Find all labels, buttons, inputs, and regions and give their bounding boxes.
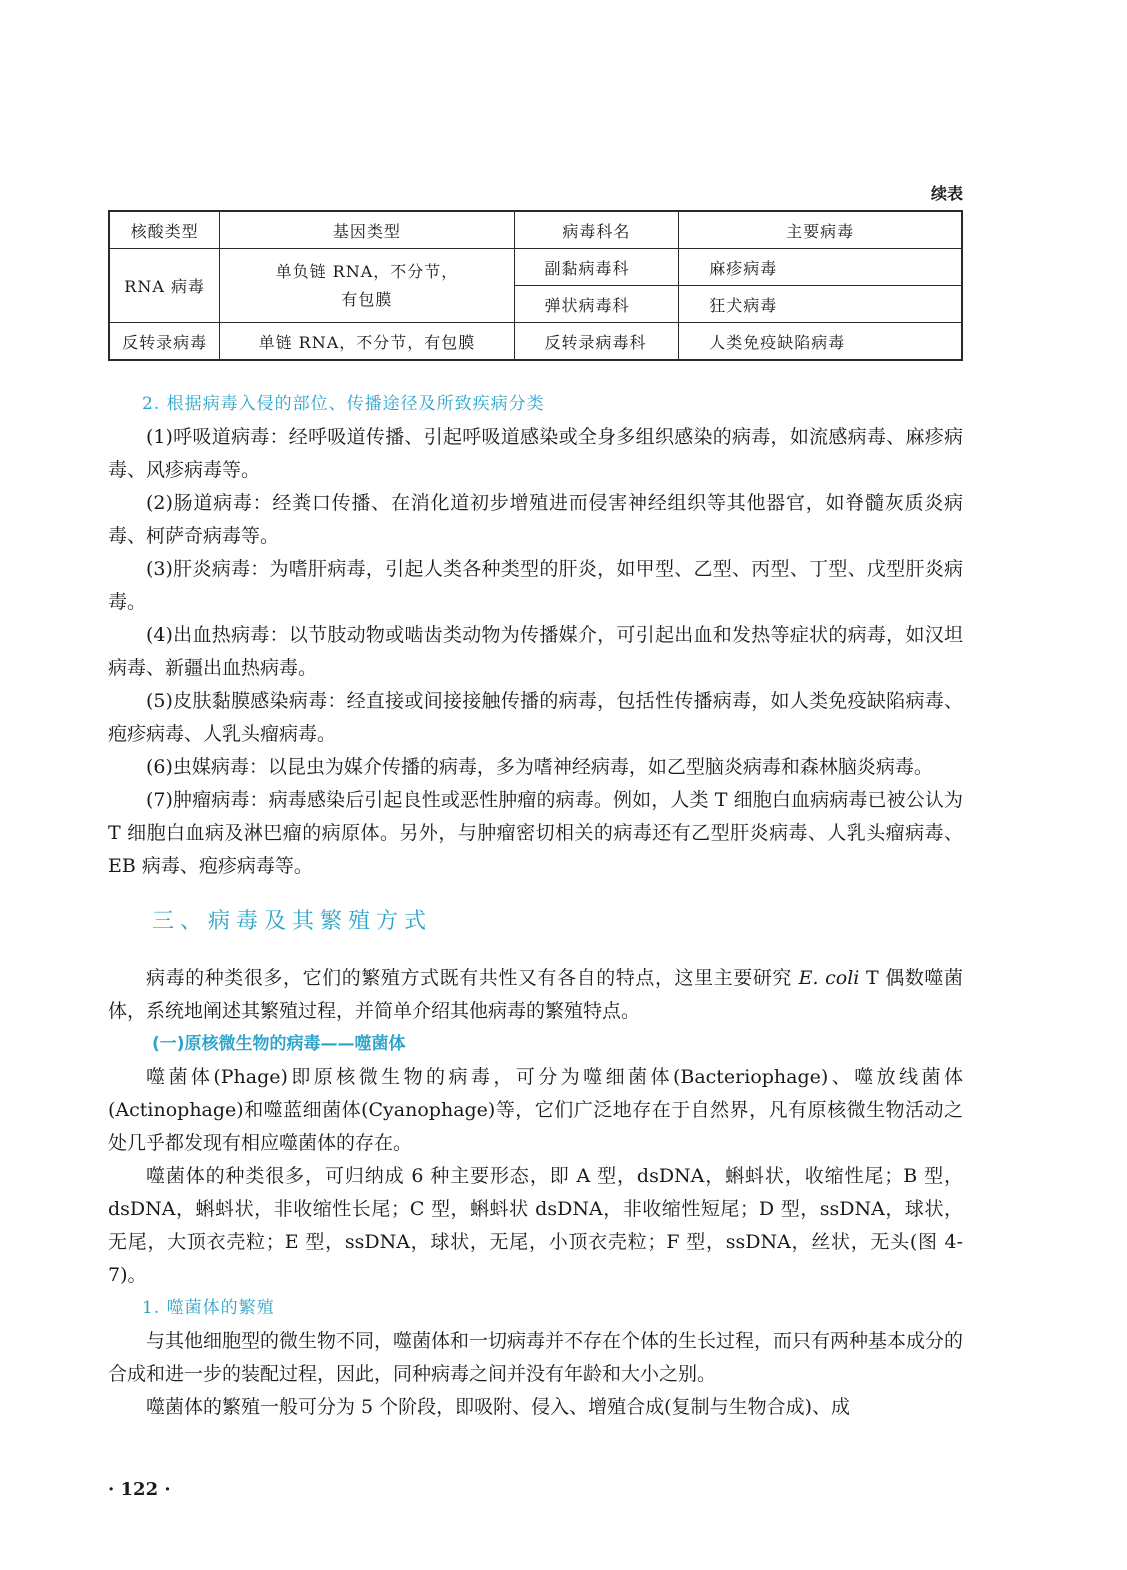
class-paragraph: (5)皮肤黏膜感染病毒：经直接或间接接触传播的病毒，包括性传播病毒，如人类免疫缺陷病毒、疱疹病毒、人乳头瘤病毒。 (108, 690, 963, 745)
reproduction-heading: 1. 噬菌体的繁殖 (142, 1298, 275, 1318)
virus-classification-table (108, 210, 963, 361)
cell-rna-gene-type (220, 249, 514, 323)
body-text (108, 388, 963, 1424)
cell-retro-family: 反转录病毒科 (514, 323, 679, 361)
header-gene-type: 基因类型 (220, 211, 514, 249)
cell-family: 副黏病毒科 (514, 249, 679, 286)
intro-after: T 偶数噬菌体，系统地阐述其繁殖过程，并简单介绍其他病毒的繁殖特点。 (108, 967, 963, 1022)
cell-retro-virus: 人类免疫缺陷病毒 (679, 323, 962, 361)
class-paragraph: (2)肠道病毒：经粪口传播、在消化道初步增殖进而侵害神经组织等其他器官，如脊髓灰质炎病毒、柯萨奇病毒等。 (108, 492, 963, 547)
cell-retro-gene: 单链 RNA，不分节，有包膜 (220, 323, 514, 361)
table-row (109, 249, 962, 286)
cell-virus: 狂犬病毒 (679, 286, 962, 323)
class-paragraph: (6)虫媒病毒：以昆虫为媒介传播的病毒，多为嗜神经病毒，如乙型脑炎病毒和森林脑炎病毒。 (146, 756, 933, 778)
header-main-virus: 主要病毒 (679, 211, 962, 249)
class-paragraph: (4)出血热病毒：以节肢动物或啮齿类动物为传播媒介，可引起出血和发热等症状的病毒，如汉坦病毒、新疆出血热病毒。 (108, 624, 963, 679)
intro-before: 病毒的种类很多，它们的繁殖方式既有共性又有各自的特点，这里主要研究 (146, 967, 799, 989)
phage-paragraph-1: 噬菌体(Phage)即原核微生物的病毒，可分为噬细菌体(Bacteriophage)、噬放线菌体(Actinophage)和噬蓝细菌体(Cyanophage)等，它们广泛地存在于自然界，凡有原核微生物活动之处几乎都发现有相应噬菌体的存在。 (108, 1066, 963, 1154)
table-header-row (109, 211, 962, 249)
section-2-title: 2. 根据病毒入侵的部位、传播途径及所致疾病分类 (142, 394, 545, 414)
reproduction-paragraph-1: 与其他细胞型的微生物不同，噬菌体和一切病毒并不存在个体的生长过程，而只有两种基本成分的合成和进一步的装配过程，因此，同种病毒之间并没有年龄和大小之别。 (108, 1330, 964, 1385)
header-virus-family: 病毒科名 (514, 211, 679, 249)
section-3-heading: 三、病毒及其繁殖方式 (152, 909, 433, 934)
cell-family: 弹状病毒科 (514, 286, 679, 323)
gene-line-1: 单负链 RNA，不分节， (275, 261, 459, 281)
class-paragraph: (7)肿瘤病毒：病毒感染后引起良性或恶性肿瘤的病毒。例如，人类 T 细胞白血病病毒已被公认为 T 细胞白血病及淋巴瘤的病原体。另外，与肿瘤密切相关的病毒还有乙型肝炎病毒、人乳头瘤病毒、EB 病毒、疱疹病毒等。 (108, 789, 963, 877)
cell-virus: 麻疹病毒 (679, 249, 962, 286)
header-nucleic-acid-type: 核酸类型 (109, 211, 220, 249)
reproduction-paragraph-2: 噬菌体的繁殖一般可分为 5 个阶段，即吸附、侵入、增殖合成(复制与生物合成)、成 (146, 1396, 850, 1418)
page-number: · 122 · (108, 1479, 171, 1500)
table-continued-label: 续表 (930, 184, 963, 203)
subsection-1-heading: (一)原核微生物的病毒——噬菌体 (152, 1034, 406, 1054)
cell-retro-type: 反转录病毒 (109, 323, 220, 361)
table-row (109, 323, 962, 361)
species-name: E. coli (798, 967, 860, 989)
gene-line-2: 有包膜 (341, 289, 393, 309)
intro-paragraph (108, 962, 963, 1028)
class-paragraph: (3)肝炎病毒：为嗜肝病毒，引起人类各种类型的肝炎，如甲型、乙型、丙型、丁型、戊型肝炎病毒。 (108, 558, 963, 613)
phage-paragraph-2: 噬菌体的种类很多，可归纳成 6 种主要形态，即 A 型，dsDNA，蝌蚪状，收缩性尾；B 型，dsDNA，蝌蚪状，非收缩性长尾；C 型，蝌蚪状 dsDNA，非收缩性短尾；D 型，ssDNA，球状，无尾，大顶衣壳粒；E 型，ssDNA，球状，无尾，小顶衣壳粒；F 型，ssDNA，丝状，无头(图 4-7)。 (108, 1165, 963, 1286)
cell-rna-virus: RNA 病毒 (109, 249, 220, 323)
class-paragraph: (1)呼吸道病毒：经呼吸道传播、引起呼吸道感染或全身多组织感染的病毒，如流感病毒、麻疹病毒、风疹病毒等。 (108, 426, 963, 481)
